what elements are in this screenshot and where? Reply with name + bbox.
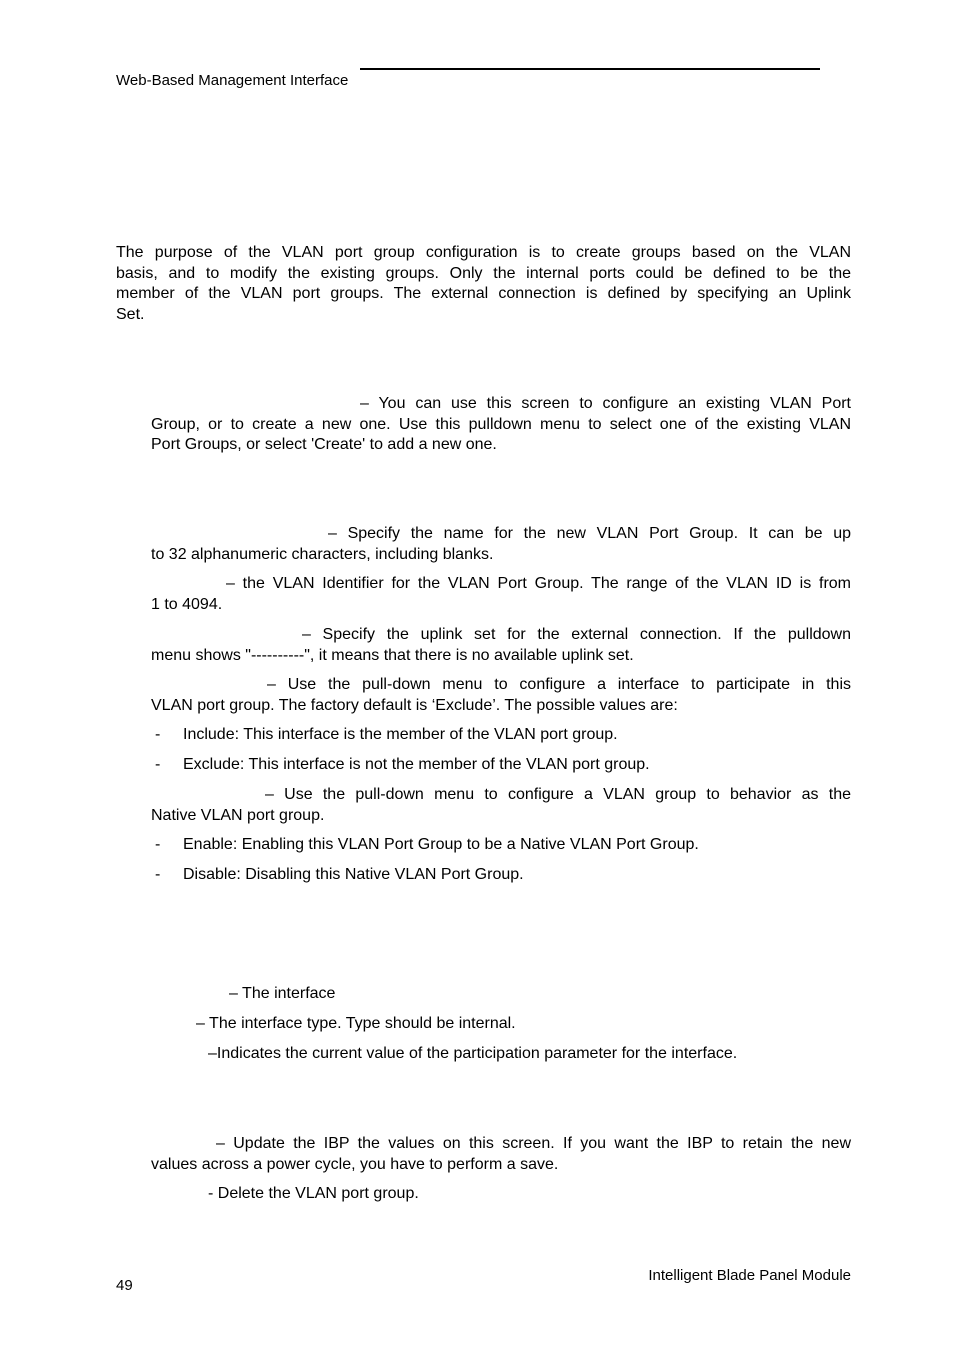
port-group-select-line-3: Port Groups, or select 'Create' to add a new one. [151,436,497,453]
uplink-set-line-1: – Specify the uplink set for the external connection. If the pulldown [302,626,851,643]
native-vlan-line-2: Native VLAN port group. [151,806,325,824]
current-description: –Indicates the current value of the participation parameter for the interface. [208,1045,738,1062]
intro-line-3: member of the VLAN port groups. The external connection is defined by specifying an Uplink [116,285,851,302]
intro-line-4: Set. [116,305,145,323]
interface-description: – The interface [229,985,336,1002]
header-rule [360,68,820,70]
intro-line-1: The purpose of the VLAN port group configuration is to create groups based on the VLAN [116,244,851,261]
participation-line-2: VLAN port group. The factory default is ‘Exclude’. The possible values are: [151,696,678,714]
submit-description-line-2: values across a power cycle, you have to perform a save. [151,1155,559,1173]
submit-description-line-1: – Update the IBP the values on this screen. If you want the IBP to retain the new [216,1135,851,1152]
native-vlan-line-1: – Use the pull-down menu to configure a VLAN group to behavior as the [265,786,851,803]
native-vlan-option-enable: Enable: Enabling this VLAN Port Group to be a Native VLAN Port Group. [183,836,699,853]
intro-line-2: basis, and to modify the existing groups. Only the internal ports could be defined to be the [116,264,851,282]
vlan-id-line-1: – the VLAN Identifier for the VLAN Port Group. The range of the VLAN ID is from [226,575,851,592]
header-title: Web-Based Management Interface [116,72,349,89]
page-number: 49 [116,1277,133,1294]
native-vlan-option-dash: - [155,836,161,853]
participation-line-1: – Use the pull-down menu to configure a interface to participate in this [267,676,851,693]
port-group-select-line-1: – You can use this screen to configure an existing VLAN Port [360,395,851,412]
native-vlan-option-dash: - [155,866,161,883]
native-vlan-option-disable: Disable: Disabling this Native VLAN Port Group. [183,866,524,883]
participation-option-dash: - [155,726,161,743]
type-description: – The interface type. Type should be internal. [196,1015,516,1032]
port-group-select-line-2: Group, or to create a new one. Use this pulldown menu to select one of the existing VLAN [151,415,851,433]
uplink-set-line-2: menu shows "----------", it means that there is no available uplink set. [151,646,634,664]
name-field-line-2: to 32 alphanumeric characters, including blanks. [151,545,494,563]
participation-option-dash: - [155,756,161,773]
footer-product-name: Intelligent Blade Panel Module [648,1267,851,1284]
vlan-id-line-2: 1 to 4094. [151,595,223,613]
delete-description: - Delete the VLAN port group. [208,1185,419,1202]
participation-option-exclude: Exclude: This interface is not the member of the VLAN port group. [183,756,650,773]
name-field-line-1: – Specify the name for the new VLAN Port Group. It can be up [328,525,851,542]
participation-option-include: Include: This interface is the member of the VLAN port group. [183,726,618,743]
